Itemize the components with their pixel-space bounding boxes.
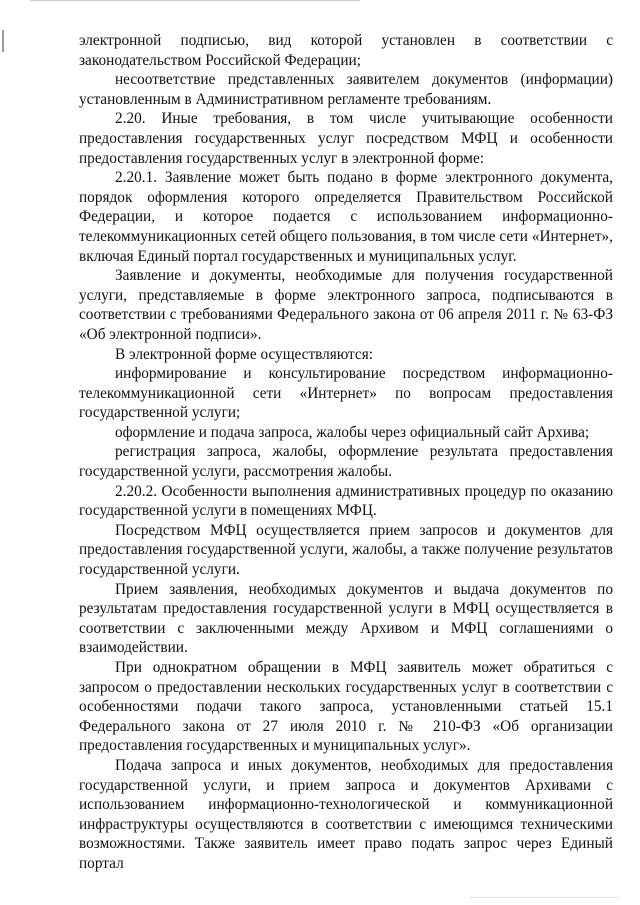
- paragraph: несоответствие представленных заявителем документов (информации) установленным в Административном регламенте требованиям.: [79, 71, 613, 108]
- paragraph: При однократном обращении в МФЦ заявитель может обратиться с запросом о предоставлении нескольких государственных услуг в соответствии с особенностями подачи такого запроса, установленными статьей 15.1 Федерального закона от 27 июля 2010 г. № 210-ФЗ «Об организации предоставления государственных и муниципальных услуг».: [79, 659, 613, 755]
- paragraph: Прием заявления, необходимых документов и выдача документов по результатам предоставления государственной услуги в МФЦ осуществляется в соответствии с заключенными между Архивом и МФЦ соглашениями о взаимодействии.: [79, 580, 613, 657]
- scan-edge-line: [30, 0, 360, 1]
- paragraph: оформление и подача запроса, жалобы через официальный сайт Архива;: [115, 423, 590, 441]
- paragraph: 2.20.2. Особенности выполнения административных процедур по оказанию государственной услуги в помещениях МФЦ.: [79, 482, 613, 520]
- paragraph: Посредством МФЦ осуществляется прием запросов и документов для предоставления государственной услуги, жалобы, а также получение результатов государственной услуги.: [79, 521, 613, 579]
- document-body: [79, 31, 613, 874]
- paragraph: 2.20. Иные требования, в том числе учитывающие особенности предоставления государственных услуг посредством МФЦ и особенности предоставления государственных услуг в электронной форме:: [79, 110, 613, 167]
- paragraph: Заявление и документы, необходимые для получения государственной услуги, представляемые в форме электронного запроса, подписываются в соответствии с требованиями Федерального закона от 06 апреля 2011 г. № 63-ФЗ «Об электронной подписи».: [79, 267, 613, 343]
- paragraph: информирование и консультирование посредством информационно-телекоммуникационной сети «Интернет» по вопросам предоставления государственной услуги;: [79, 365, 613, 422]
- paragraph: регистрация запроса, жалобы, оформление результата предоставления государственной услуги, рассмотрения жалобы.: [79, 443, 613, 481]
- scan-margin-mark: [2, 30, 4, 52]
- paragraph: электронной подписью, вид которой установлен в соответствии с законодательством Российской Федерации;: [79, 32, 613, 69]
- scan-artifact-dots: [470, 897, 620, 899]
- paragraph: 2.20.1. Заявление может быть подано в форме электронного документа, порядок оформления которого определяется Правительством Российской Федерации, и которое подается с использованием информационно-телекоммуникационных сетей общего пользования, в том числе сети «Интернет», включая Единый портал государственных и муниципальных услуг.: [79, 169, 613, 265]
- paragraph: Подача запроса и иных документов, необходимых для предоставления государственной услуги, и прием запроса и документов Архивами с использованием информационно-технологической и коммуникационной инфраструктуры осуществляются в соответствии с имеющимся техническими возможностями. Также заявитель имеет право подать запрос через Единый портал: [79, 756, 613, 872]
- paragraph: В электронной форме осуществляются:: [115, 345, 373, 363]
